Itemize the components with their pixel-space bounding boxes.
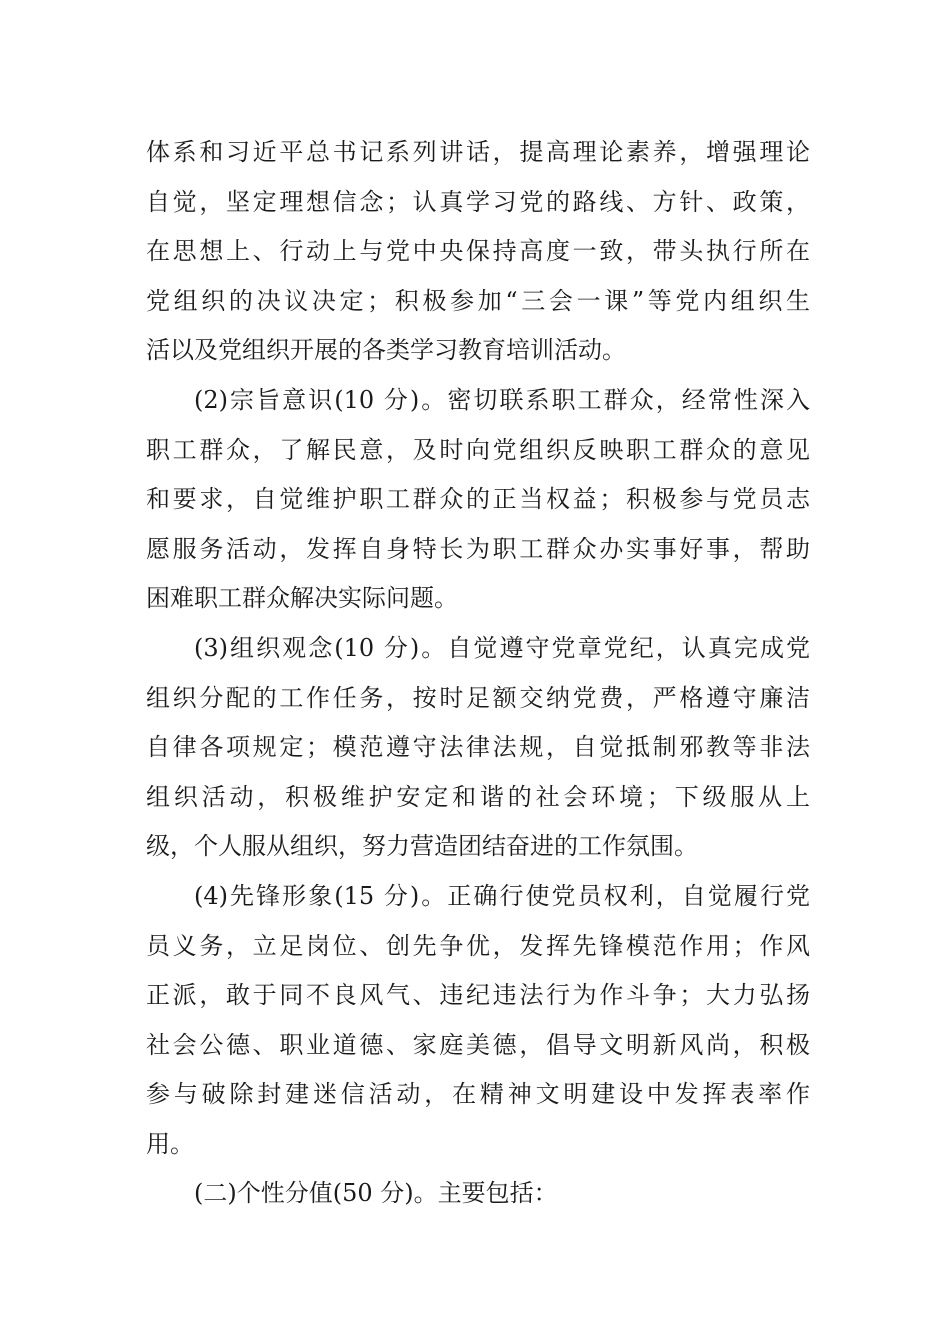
text-line: 员义务，立足岗位、创先争优，发挥先锋模范作用；作风 [146,931,810,960]
text-line: 自律各项规定；模范遵守法律法规，自觉抵制邪教等非法 [146,733,810,762]
text-line: 困难职工群众解决实际问题。 [146,584,458,613]
text-line: 级，个人服从组织，努力营造团结奋进的工作氛围。 [146,832,698,861]
text-line: 正派，敢于同不良风气、违纪违法行为作斗争；大力弘扬 [146,981,810,1010]
text-line: 职工群众，了解民意，及时向党组织反映职工群众的意见 [146,435,810,464]
paragraph-individual-score [146,1169,810,1219]
section-heading: (二)个性分值(50 分)。主要包括： [194,1179,558,1208]
text-line: 自觉，坚定理想信念；认真学习党的路线、方针、政策， [146,187,810,216]
paragraph-pioneer-image [146,872,810,1170]
text-line: 在思想上、行动上与党中央保持高度一致，带头执行所在 [146,237,810,266]
text-line: 社会公德、职业道德、家庭美德，倡导文明新风尚，积极 [146,1030,810,1059]
text-line: 愿服务活动，发挥自身特长为职工群众办实事好事，帮助 [146,534,810,563]
text-line: (3)组织观念(10 分)。自觉遵守党章党纪，认真完成党 [194,633,810,662]
text-line: 组织分配的工作任务，按时足额交纳党费，严格遵守廉洁 [146,683,810,712]
text-line: 组织活动，积极维护安定和谐的社会环境；下级服从上 [146,782,810,811]
paragraph-theory-study [146,128,810,376]
text-line: (2)宗旨意识(10 分)。密切联系职工群众，经常性深入 [194,385,810,414]
text-line: 用。 [146,1129,194,1158]
text-line: (4)先锋形象(15 分)。正确行使党员权利，自觉履行党 [194,881,810,910]
text-line: 体系和习近平总书记系列讲话，提高理论素养，增强理论 [146,138,810,166]
paragraph-purpose-awareness [146,376,810,624]
text-line: 和要求，自觉维护职工群众的正当权益；积极参与党员志 [146,485,810,514]
paragraph-organization-concept [146,624,810,872]
text-line: 参与破除封建迷信活动，在精神文明建设中发挥表率作 [146,1080,810,1109]
text-line: 党组织的决议决定；积极参加“三会一课”等党内组织生 [146,286,810,315]
document-page [146,128,810,1219]
text-line: 活以及党组织开展的各类学习教育培训活动。 [146,336,626,365]
